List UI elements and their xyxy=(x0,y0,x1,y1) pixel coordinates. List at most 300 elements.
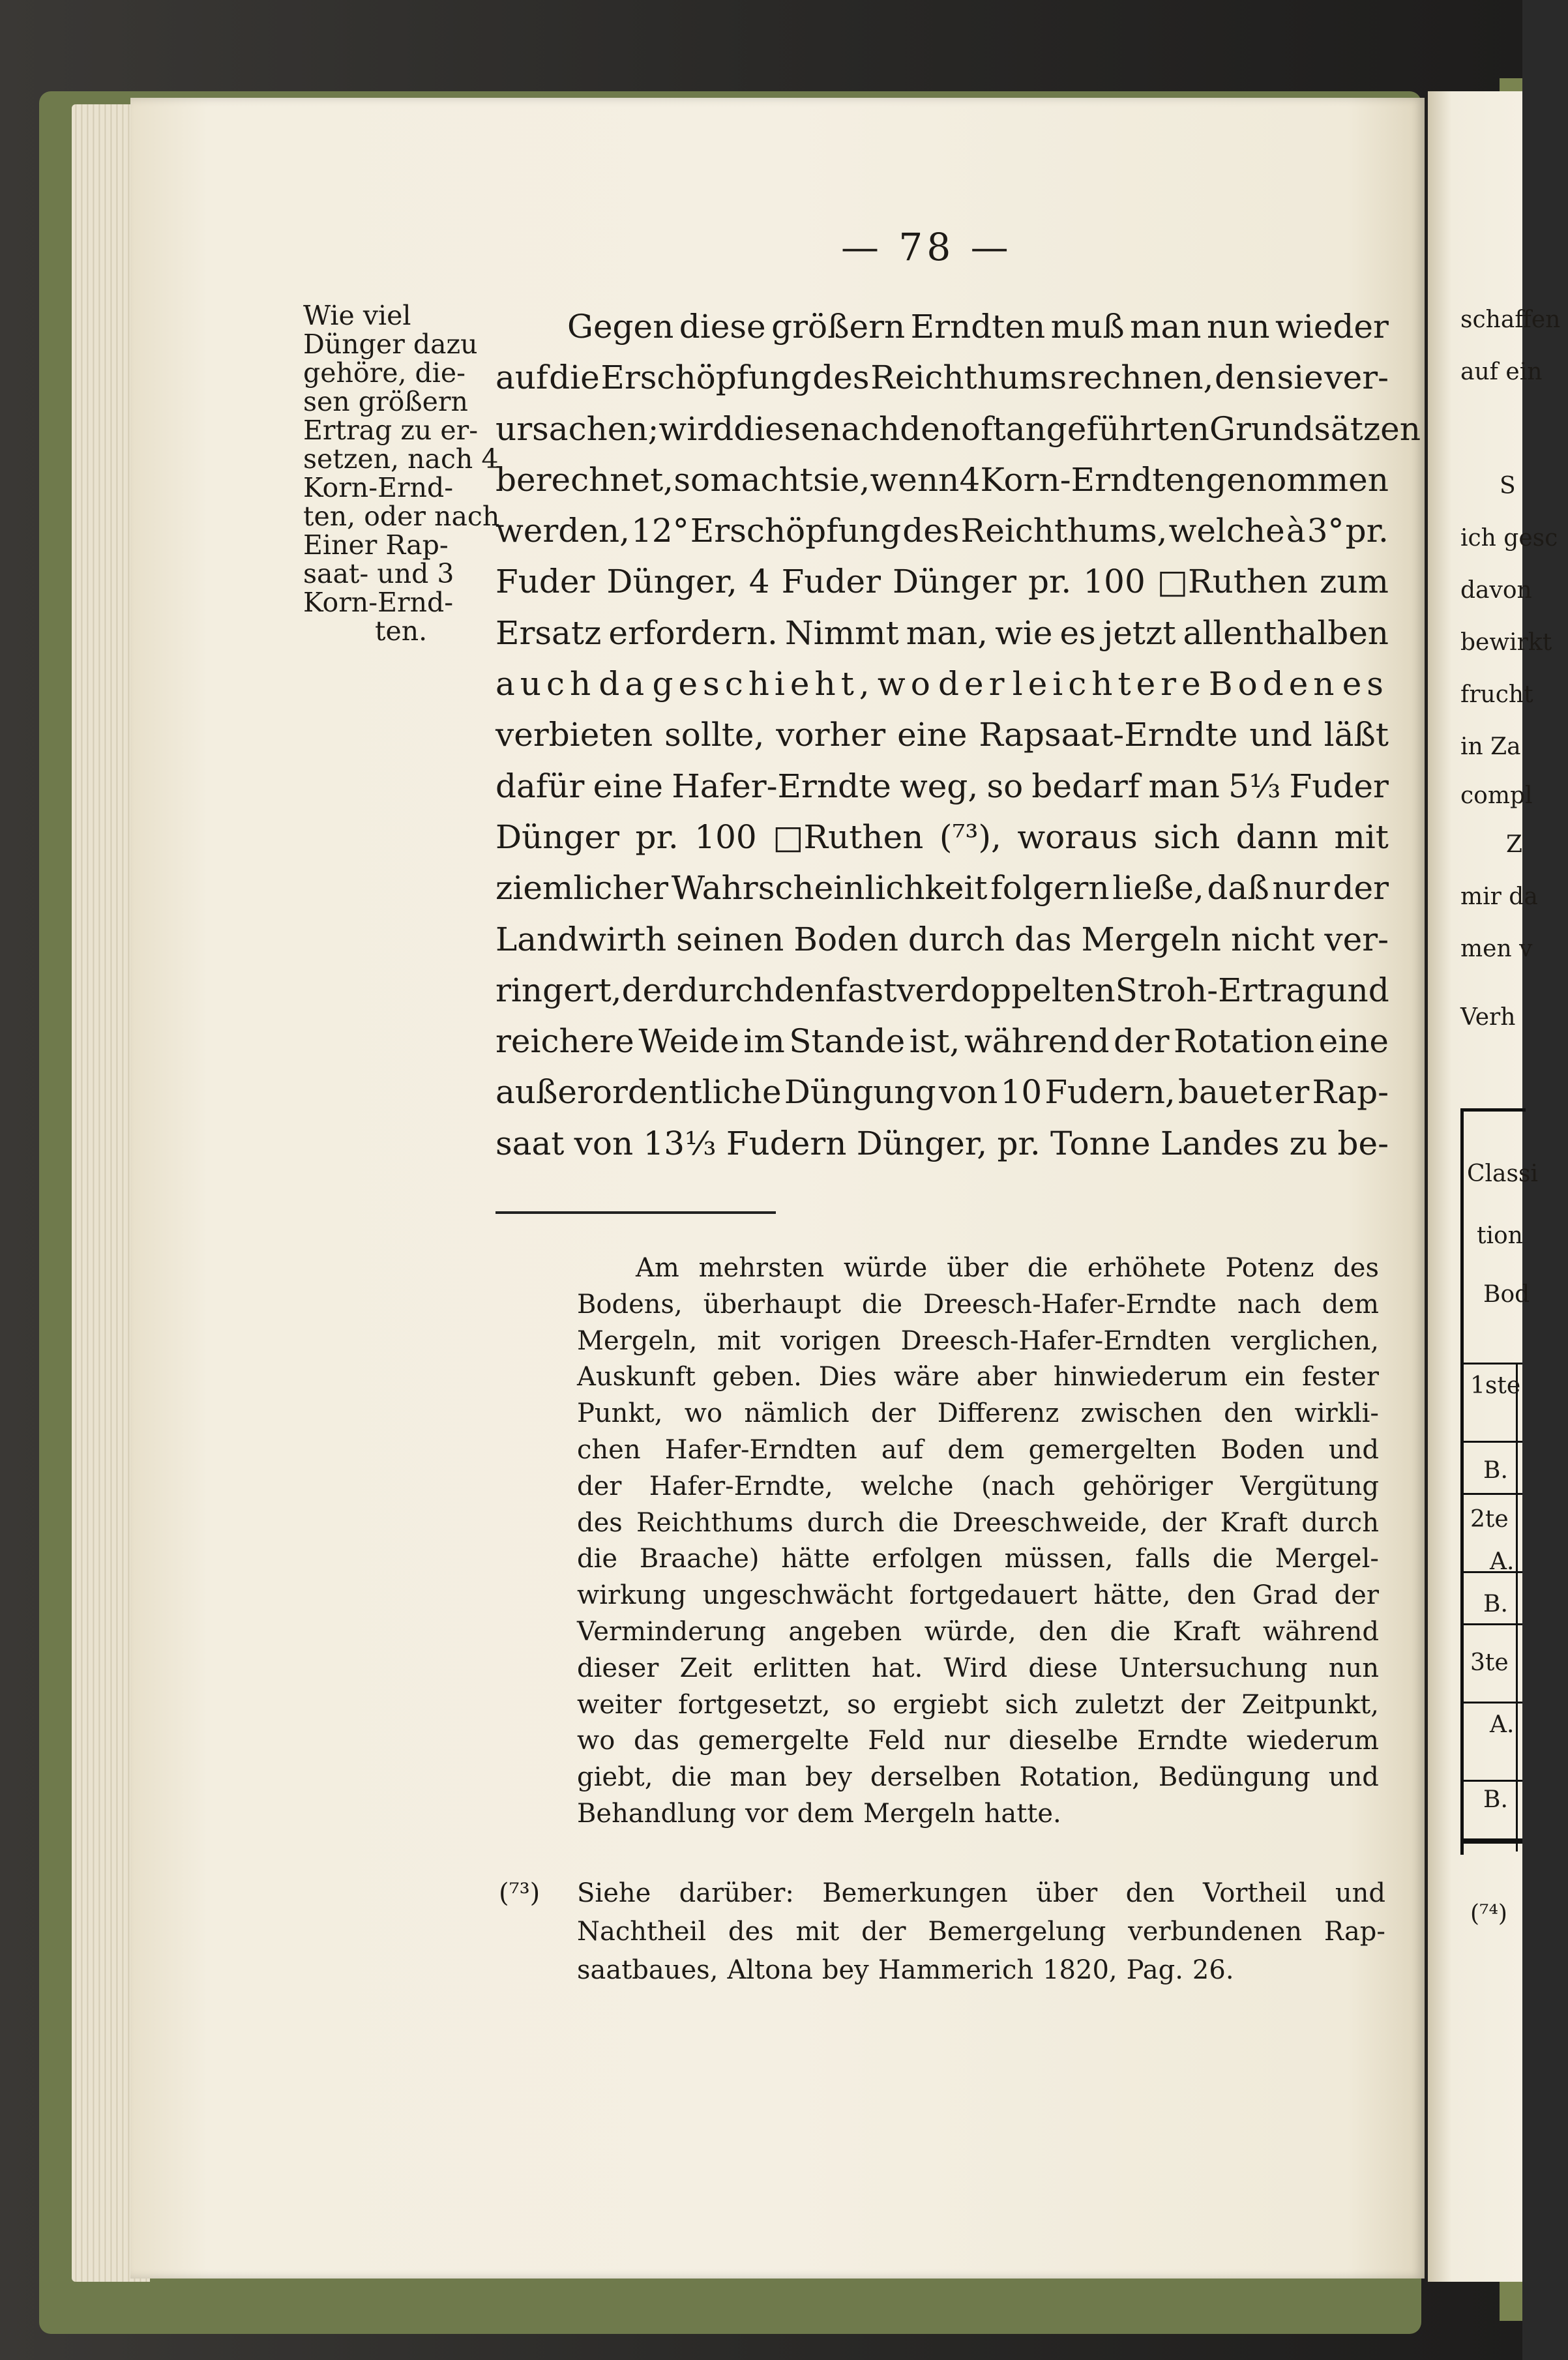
word: den xyxy=(1187,1580,1236,1611)
word: Kraft xyxy=(1220,1507,1288,1538)
word: erlitten xyxy=(752,1653,851,1683)
word: Reichthums, xyxy=(960,512,1168,550)
right-page-text: A. xyxy=(1490,1548,1515,1575)
word: den xyxy=(900,409,961,448)
word: Rotation, xyxy=(1019,1762,1140,1793)
word: nach xyxy=(1237,1289,1301,1320)
word: Dünger xyxy=(893,563,1017,601)
word: nur xyxy=(943,1726,990,1756)
word: erfordern. xyxy=(608,613,778,652)
body-line xyxy=(496,658,1389,709)
word: die xyxy=(549,359,600,397)
word: 13⅓ xyxy=(643,1124,717,1162)
word: woraus xyxy=(1017,818,1138,856)
word: Siehe xyxy=(577,1878,651,1908)
word: Bodens, xyxy=(577,1289,683,1320)
word: pr. xyxy=(997,1124,1041,1162)
word: dafür xyxy=(496,767,585,805)
right-page-text: Bod xyxy=(1483,1281,1530,1308)
word: hätte xyxy=(781,1544,850,1574)
margin-note xyxy=(303,301,499,645)
word: sich xyxy=(1153,818,1220,856)
word: sie, xyxy=(813,460,870,499)
word: Korn-Erndten xyxy=(980,460,1206,499)
word: 4 xyxy=(959,460,981,499)
word: auf xyxy=(496,359,548,397)
word: jetzt xyxy=(1102,613,1176,652)
footnote-line xyxy=(577,1287,1379,1323)
right-page-text: S xyxy=(1500,473,1516,499)
word: giebt, xyxy=(577,1762,653,1793)
body-line xyxy=(496,914,1389,965)
right-page-text: A. xyxy=(1490,1711,1515,1738)
word: bey xyxy=(821,1955,869,1985)
footnote-line xyxy=(577,1578,1379,1614)
word: mit xyxy=(717,1325,761,1356)
word: so xyxy=(673,460,711,499)
body-line xyxy=(496,1016,1389,1067)
word: ist, xyxy=(909,1022,960,1061)
word: berechnet, xyxy=(496,460,674,499)
right-page-text: tion xyxy=(1477,1222,1523,1249)
word: der xyxy=(1334,1580,1379,1611)
word: weg, xyxy=(899,767,979,805)
word: Dünger xyxy=(496,818,619,856)
word: eine xyxy=(1318,1022,1389,1061)
word: er xyxy=(1274,1073,1310,1112)
word: Mergeln, xyxy=(577,1325,698,1356)
word: man xyxy=(1130,308,1202,346)
word: wäre xyxy=(893,1362,960,1393)
word: fester xyxy=(1302,1362,1379,1393)
word: à xyxy=(1286,512,1306,550)
word: Mergeln xyxy=(1081,920,1222,958)
word: 12° xyxy=(631,512,689,550)
word: von xyxy=(938,1073,998,1112)
word: der xyxy=(870,1398,916,1429)
word: Potenz xyxy=(1225,1253,1314,1283)
table-line xyxy=(1460,1838,1522,1844)
word: Vergütung xyxy=(1240,1471,1379,1501)
word: der xyxy=(1114,1022,1170,1061)
footnote-line xyxy=(577,1760,1379,1796)
word: (nach xyxy=(981,1471,1056,1501)
page-number: — 78 — xyxy=(841,225,1013,269)
word: Gegen xyxy=(567,308,674,346)
body-line xyxy=(496,352,1389,403)
word: verbieten xyxy=(496,716,653,754)
word: Am xyxy=(636,1253,679,1283)
word: Dreeschweide, xyxy=(952,1507,1148,1538)
word: Reichthums xyxy=(870,359,1067,397)
word: Wird xyxy=(943,1653,1008,1683)
word: ließe, xyxy=(1112,869,1204,907)
word: Fudern xyxy=(726,1124,847,1162)
body-line xyxy=(496,505,1389,556)
word: sollte, xyxy=(664,716,765,754)
word: des xyxy=(728,1917,774,1947)
word: diese xyxy=(679,308,766,346)
right-page-text: B. xyxy=(1483,1786,1508,1813)
word: Dünger, xyxy=(856,1124,988,1162)
word: 5⅓ xyxy=(1228,767,1281,805)
table-line xyxy=(1464,1493,1522,1495)
word: 1820, xyxy=(1043,1955,1117,1985)
word: leichtere xyxy=(1012,665,1206,703)
word: der xyxy=(621,971,678,1009)
word: den xyxy=(1224,1398,1273,1429)
word: Hafer-Erndte xyxy=(672,767,891,805)
reference-line xyxy=(577,1951,1385,1990)
word: Hafer-Erndte, xyxy=(649,1471,833,1501)
word: das xyxy=(634,1726,680,1756)
footnote-line xyxy=(577,1250,1379,1287)
word: verdoppelten xyxy=(896,971,1116,1009)
right-page-text: 2te xyxy=(1470,1506,1509,1533)
word: und xyxy=(1249,716,1312,754)
word: Differenz xyxy=(937,1398,1059,1429)
word: der xyxy=(1180,1689,1225,1720)
word: welche xyxy=(861,1471,954,1501)
word: macht xyxy=(710,460,813,499)
word: wo xyxy=(684,1398,723,1429)
word: 100 xyxy=(1083,563,1146,601)
word: so xyxy=(847,1689,876,1720)
footnote-line xyxy=(577,1505,1379,1542)
body-text xyxy=(496,301,1421,1169)
word: Mergel- xyxy=(1275,1544,1379,1574)
word: auch xyxy=(496,665,597,703)
right-page-text: Verh xyxy=(1460,1004,1516,1031)
right-page-text: auf ein xyxy=(1460,359,1543,385)
word: der xyxy=(861,1917,906,1947)
margin-note-line: setzen, nach 4 xyxy=(303,443,499,475)
word: pr. xyxy=(1028,563,1072,601)
word: Rotation xyxy=(1174,1022,1315,1061)
word: den xyxy=(1215,359,1276,397)
right-page-text: frucht xyxy=(1460,681,1533,708)
word: Mergeln xyxy=(863,1798,975,1829)
footnote-line xyxy=(577,1323,1379,1360)
word: weiter xyxy=(577,1689,662,1720)
word: hatte. xyxy=(984,1798,1061,1829)
word: wo xyxy=(577,1726,615,1756)
margin-note-line: gehöre, die- xyxy=(303,357,466,389)
word: ursachen; xyxy=(496,409,659,448)
word: Tonne xyxy=(1050,1124,1151,1162)
margin-note-line: ten. xyxy=(375,615,428,647)
word: falls xyxy=(1135,1544,1191,1574)
body-line xyxy=(496,556,1389,607)
footnote-line xyxy=(577,1432,1379,1469)
word: während xyxy=(964,1022,1110,1061)
word: angeben xyxy=(788,1616,902,1647)
word: wo xyxy=(877,665,936,703)
word: Fuder xyxy=(781,563,881,601)
table-line xyxy=(1464,1363,1522,1364)
right-page-text: bewirkt xyxy=(1460,629,1552,656)
word: Dreesch-Hafer-Erndten xyxy=(900,1325,1211,1356)
table-line xyxy=(1464,1780,1522,1782)
word: saatbaues, xyxy=(577,1955,718,1985)
word: bauet xyxy=(1177,1073,1272,1112)
right-page-text: in Za xyxy=(1460,733,1521,760)
word: Fuder xyxy=(496,563,595,601)
word: ergiebt xyxy=(893,1689,988,1720)
word: Dies xyxy=(818,1362,877,1393)
word: fortgesetzt, xyxy=(678,1689,831,1720)
footnote-line xyxy=(577,1469,1379,1505)
word: Nimmt xyxy=(785,613,899,652)
word: ein xyxy=(1244,1362,1286,1393)
word: diese xyxy=(1028,1653,1098,1683)
word: derselben xyxy=(870,1762,1001,1793)
word: □Ruthen xyxy=(773,818,924,856)
word: man xyxy=(730,1762,788,1793)
word: Wahrscheinlichkeit xyxy=(671,869,988,907)
word: dem xyxy=(947,1434,1005,1465)
word: Weide xyxy=(638,1022,739,1061)
word: Boden xyxy=(1208,665,1340,703)
footnote xyxy=(577,1250,1379,1833)
margin-note-line: sen größern xyxy=(303,386,468,417)
word: Boden xyxy=(1220,1434,1305,1465)
table-line xyxy=(1464,1623,1522,1625)
word: nun xyxy=(1206,308,1270,346)
word: Punkt, xyxy=(577,1398,663,1429)
right-page-text: compl xyxy=(1460,782,1533,809)
word: dieselbe xyxy=(1008,1726,1119,1756)
word: die xyxy=(671,1762,712,1793)
word: reichere xyxy=(496,1022,634,1061)
word: ziemlicher xyxy=(496,869,669,907)
word: verglichen, xyxy=(1231,1325,1379,1356)
word: wenn xyxy=(870,460,960,499)
word: Untersuchung xyxy=(1118,1653,1308,1683)
word: gemergelte xyxy=(698,1726,850,1756)
body-line xyxy=(496,1067,1389,1117)
word: 10 xyxy=(1000,1073,1043,1112)
word: 3° xyxy=(1307,512,1344,550)
footnote-line xyxy=(577,1687,1379,1724)
word: Erschöpfung xyxy=(600,359,812,397)
word: läßt xyxy=(1324,716,1389,754)
word: pr. xyxy=(1345,512,1389,550)
word: 4 xyxy=(748,563,770,601)
word: sich xyxy=(1005,1689,1058,1720)
word: geschieht, xyxy=(652,665,875,703)
right-page-text: 1ste xyxy=(1470,1372,1521,1399)
word: erfolgen xyxy=(872,1544,983,1574)
word: und xyxy=(1335,1878,1385,1908)
word: saat xyxy=(496,1124,565,1162)
margin-note-line: ten, oder nach xyxy=(303,501,500,532)
word: Grundsätzen xyxy=(1209,409,1421,448)
word: die xyxy=(1028,1253,1069,1283)
word: werden, xyxy=(496,512,630,550)
word: über xyxy=(947,1253,1009,1283)
word: die xyxy=(1212,1544,1253,1574)
word: Boden xyxy=(793,920,898,958)
word: Fuder xyxy=(1289,767,1389,805)
word: welche xyxy=(1168,512,1285,550)
word: durch xyxy=(908,920,1005,958)
word: diese xyxy=(733,409,820,448)
word: durch xyxy=(806,1507,885,1538)
word: eine xyxy=(897,716,968,754)
table-line xyxy=(1464,1702,1522,1704)
word: Braache) xyxy=(639,1544,760,1574)
body-line xyxy=(496,1118,1389,1169)
word: man, xyxy=(906,613,988,652)
word: der xyxy=(577,1471,622,1501)
body-line xyxy=(496,454,1389,505)
word: man xyxy=(1148,767,1220,805)
footnote-line xyxy=(577,1396,1379,1432)
word: eine xyxy=(593,767,663,805)
word: nicht xyxy=(1230,920,1315,958)
margin-note-line: Korn-Ernd- xyxy=(303,472,454,503)
word: des xyxy=(1333,1253,1379,1283)
word: müssen, xyxy=(1004,1544,1114,1574)
right-page-text: Z xyxy=(1506,831,1523,858)
word: überhaupt xyxy=(703,1289,841,1320)
word: dieser xyxy=(577,1653,659,1683)
word: wiederum xyxy=(1247,1726,1379,1756)
body-line xyxy=(496,608,1389,658)
word: Landes xyxy=(1160,1124,1280,1162)
word: es xyxy=(1059,613,1096,652)
word: folgern xyxy=(990,869,1110,907)
word: nun xyxy=(1328,1653,1379,1683)
word: zum xyxy=(1319,563,1389,601)
word: Nachtheil xyxy=(577,1917,707,1947)
body-line xyxy=(496,301,1389,352)
word: des xyxy=(577,1507,623,1538)
word: ringert, xyxy=(496,971,622,1009)
word: wirkung xyxy=(577,1580,687,1611)
word: Hammerich xyxy=(878,1955,1034,1985)
word: Erndte xyxy=(1137,1726,1228,1756)
word: Erschöpfung xyxy=(690,512,902,550)
word: daß xyxy=(1207,869,1269,907)
word: Landwirth xyxy=(496,920,667,958)
word: über xyxy=(1036,1878,1098,1908)
word: oft xyxy=(961,409,1006,448)
word: geben. xyxy=(712,1362,802,1393)
word: bedarf xyxy=(1031,767,1140,805)
word: gemergelten xyxy=(1028,1434,1197,1465)
word: wird xyxy=(658,409,734,448)
word: be- xyxy=(1337,1124,1389,1162)
word: Hafer-Erndten xyxy=(664,1434,857,1465)
word: sie xyxy=(1277,359,1324,397)
right-page-text: B. xyxy=(1483,1591,1508,1617)
margin-note-line: Einer Rap- xyxy=(303,529,449,561)
body-line xyxy=(496,404,1421,454)
word: bey xyxy=(805,1762,852,1793)
word: Fudern, xyxy=(1044,1073,1176,1112)
word: seinen xyxy=(676,920,784,958)
margin-note-line: Korn-Ernd- xyxy=(303,587,454,618)
reference-marker: (⁷³) xyxy=(499,1878,540,1908)
word: Grad xyxy=(1252,1580,1318,1611)
word: Düngung xyxy=(784,1073,936,1112)
word: den xyxy=(774,971,836,1009)
word: des xyxy=(812,359,870,397)
word: es xyxy=(1342,665,1389,703)
word: dann xyxy=(1235,818,1318,856)
word: aber xyxy=(976,1362,1037,1393)
word: hätte, xyxy=(1093,1580,1171,1611)
word: und xyxy=(1328,1762,1379,1793)
word: Bemerkungen xyxy=(822,1878,1008,1908)
word: und xyxy=(1328,1434,1379,1465)
word: Kraft xyxy=(1172,1616,1241,1647)
word: wieder xyxy=(1275,308,1389,346)
word: größern xyxy=(771,308,906,346)
word: wie xyxy=(995,613,1053,652)
word: Erndten xyxy=(910,308,1046,346)
word: den xyxy=(1125,1878,1175,1908)
word: erhöhete xyxy=(1087,1253,1206,1283)
body-line xyxy=(496,863,1389,913)
word: mit xyxy=(795,1917,840,1947)
word: fast xyxy=(835,971,897,1009)
word: Dreesch-Hafer-Erndte xyxy=(923,1289,1217,1320)
word: während xyxy=(1262,1616,1379,1647)
right-page-text: B. xyxy=(1483,1457,1508,1484)
word: des xyxy=(902,512,960,550)
word: die xyxy=(1110,1616,1151,1647)
word: zuletzt xyxy=(1074,1689,1164,1720)
footnote-line xyxy=(577,1614,1379,1651)
word: fortgedauert xyxy=(909,1580,1078,1611)
body-line xyxy=(496,709,1389,760)
word: durch xyxy=(677,971,775,1009)
word: hat. xyxy=(871,1653,923,1683)
word: angeführten xyxy=(1005,409,1210,448)
word: genommen xyxy=(1206,460,1389,499)
word: die xyxy=(861,1289,902,1320)
word: chen xyxy=(577,1434,641,1465)
footnote-line xyxy=(577,1541,1379,1578)
word: würde xyxy=(843,1253,928,1283)
word: den xyxy=(1039,1616,1088,1647)
word: verbundenen xyxy=(1128,1917,1303,1947)
word: durch xyxy=(1301,1507,1379,1538)
word: 26. xyxy=(1192,1955,1234,1985)
word: der xyxy=(1161,1507,1207,1538)
body-line xyxy=(496,965,1389,1016)
right-page-text: mir da xyxy=(1460,883,1538,910)
word: pr. xyxy=(635,818,679,856)
margin-note-line: Ertrag zu er- xyxy=(303,415,479,446)
right-page-text: 3te xyxy=(1470,1649,1509,1676)
footnote-line xyxy=(577,1651,1379,1687)
word: Behandlung xyxy=(577,1798,736,1829)
margin-note-line: Dünger dazu xyxy=(303,329,478,360)
reference-lines xyxy=(577,1874,1385,1990)
word: da xyxy=(599,665,650,703)
word: dem xyxy=(1322,1289,1379,1320)
word: zu xyxy=(1289,1124,1328,1162)
word: mit xyxy=(1334,818,1389,856)
footnote-line xyxy=(577,1796,1379,1833)
right-page-text: Classi xyxy=(1467,1160,1538,1187)
word: muß xyxy=(1050,308,1125,346)
body-line xyxy=(496,812,1389,863)
